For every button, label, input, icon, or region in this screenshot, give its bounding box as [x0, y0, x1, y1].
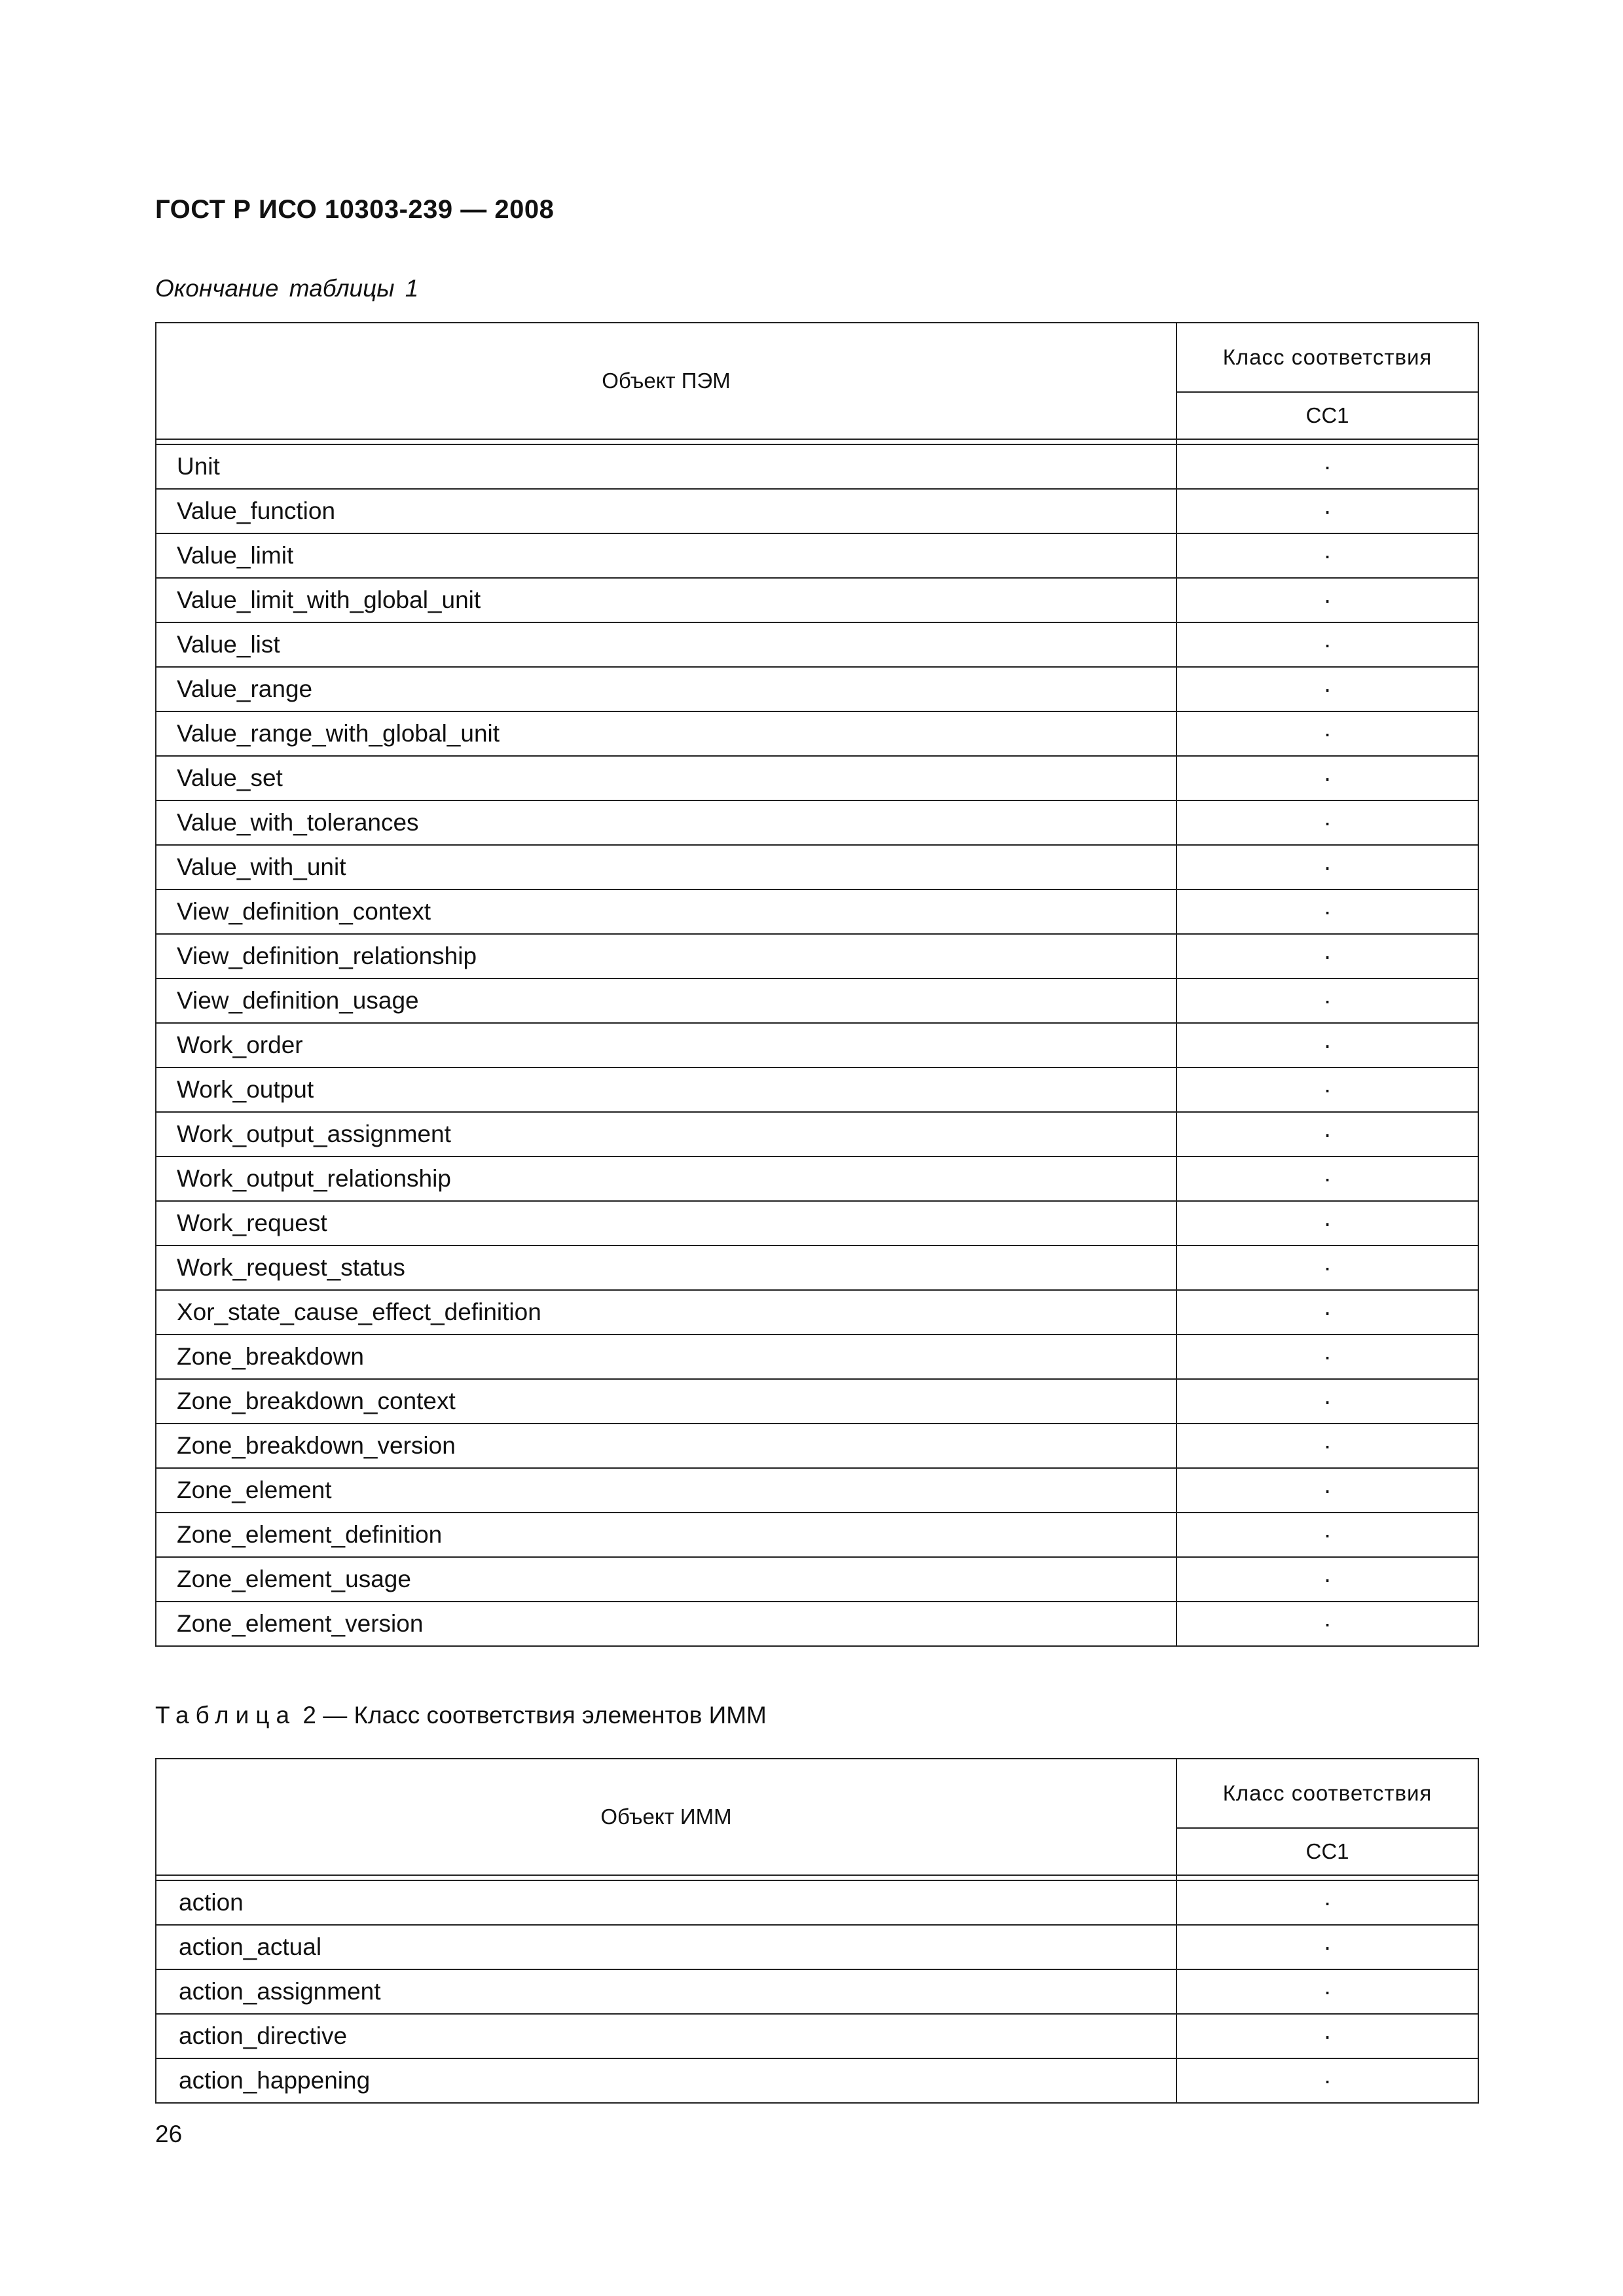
object-name-cell: Work_order [156, 1023, 1176, 1067]
conformance-mark-cell: · [1176, 1602, 1478, 1646]
conformance-mark-cell: · [1176, 2014, 1478, 2058]
table2-caption [155, 1702, 767, 1729]
conformance-mark-cell: · [1176, 978, 1478, 1023]
object-name-cell: Work_output [156, 1067, 1176, 1112]
conformance-mark-cell: · [1176, 800, 1478, 845]
conformance-mark-cell: · [1176, 622, 1478, 667]
table-row [156, 845, 1478, 889]
table1-header-class: Класс соответствия [1176, 323, 1478, 392]
conformance-mark-cell: · [1176, 756, 1478, 800]
table2-header-object: Объект ИММ [156, 1759, 1176, 1875]
table-row [156, 1157, 1478, 1201]
conformance-mark-cell: · [1176, 711, 1478, 756]
table-row [156, 1246, 1478, 1290]
table-row [156, 1424, 1478, 1468]
object-name-cell: action_directive [156, 2014, 1176, 2058]
conformance-mark-cell: · [1176, 1201, 1478, 1246]
table1-body [156, 444, 1478, 1646]
conformance-mark-cell: · [1176, 444, 1478, 489]
conformance-mark-cell: · [1176, 1067, 1478, 1112]
conformance-mark-cell: · [1176, 578, 1478, 622]
table-row [156, 533, 1478, 578]
table-row [156, 711, 1478, 756]
table-row [156, 2014, 1478, 2058]
object-name-cell: Value_range_with_global_unit [156, 711, 1176, 756]
table1-conformance [155, 322, 1479, 1647]
table-row [156, 2058, 1478, 2103]
table-row [156, 978, 1478, 1023]
table1-header-cc1: CC1 [1176, 392, 1478, 439]
conformance-mark-cell: · [1176, 489, 1478, 533]
object-name-cell: Zone_breakdown_context [156, 1379, 1176, 1424]
object-name-cell: Unit [156, 444, 1176, 489]
conformance-mark-cell: · [1176, 2058, 1478, 2103]
table-row [156, 1513, 1478, 1557]
table-row [156, 1067, 1478, 1112]
conformance-mark-cell: · [1176, 1880, 1478, 1925]
table-row [156, 1023, 1478, 1067]
table2-header-separator [156, 1875, 1478, 1880]
object-name-cell: Work_request [156, 1201, 1176, 1246]
object-name-cell: Xor_state_cause_effect_definition [156, 1290, 1176, 1335]
conformance-mark-cell: · [1176, 1246, 1478, 1290]
object-name-cell: Value_function [156, 489, 1176, 533]
conformance-mark-cell: · [1176, 667, 1478, 711]
object-name-cell: action [156, 1880, 1176, 1925]
table2-header-cc1: CC1 [1176, 1828, 1478, 1875]
conformance-mark-cell: · [1176, 1424, 1478, 1468]
table2-caption-label: Таблица [155, 1702, 297, 1729]
conformance-mark-cell: · [1176, 1468, 1478, 1513]
table1-header-object: Объект ПЭМ [156, 323, 1176, 439]
conformance-mark-cell: · [1176, 1023, 1478, 1067]
table2-caption-text: 2 — Класс соответствия элементов ИММ [302, 1702, 767, 1729]
table-row [156, 889, 1478, 934]
conformance-mark-cell: · [1176, 845, 1478, 889]
table1-continuation-caption: Окончание таблицы 1 [155, 275, 419, 302]
object-name-cell: Zone_breakdown [156, 1335, 1176, 1379]
table-row [156, 1201, 1478, 1246]
object-name-cell: Value_limit [156, 533, 1176, 578]
table-row [156, 578, 1478, 622]
table2-conformance [155, 1758, 1479, 2104]
object-name-cell: Work_request_status [156, 1246, 1176, 1290]
table-row [156, 1468, 1478, 1513]
document-header: ГОСТ Р ИСО 10303-239 — 2008 [155, 195, 555, 224]
table-row [156, 1557, 1478, 1602]
table-row [156, 1290, 1478, 1335]
conformance-mark-cell: · [1176, 533, 1478, 578]
object-name-cell: action_assignment [156, 1969, 1176, 2014]
conformance-mark-cell: · [1176, 1157, 1478, 1201]
object-name-cell: Zone_element [156, 1468, 1176, 1513]
object-name-cell: action_actual [156, 1925, 1176, 1969]
table-row [156, 667, 1478, 711]
object-name-cell: Zone_element_usage [156, 1557, 1176, 1602]
object-name-cell: Value_with_tolerances [156, 800, 1176, 845]
object-name-cell: Value_list [156, 622, 1176, 667]
conformance-mark-cell: · [1176, 1379, 1478, 1424]
object-name-cell: Value_with_unit [156, 845, 1176, 889]
object-name-cell: Zone_element_definition [156, 1513, 1176, 1557]
object-name-cell: Zone_element_version [156, 1602, 1176, 1646]
conformance-mark-cell: · [1176, 1112, 1478, 1157]
table-row [156, 622, 1478, 667]
conformance-mark-cell: · [1176, 889, 1478, 934]
object-name-cell: View_definition_context [156, 889, 1176, 934]
table-row [156, 1602, 1478, 1646]
object-name-cell: Work_output_relationship [156, 1157, 1176, 1201]
table-row [156, 1379, 1478, 1424]
table-row [156, 444, 1478, 489]
table1-header-separator [156, 439, 1478, 444]
object-name-cell: View_definition_usage [156, 978, 1176, 1023]
conformance-mark-cell: · [1176, 1557, 1478, 1602]
object-name-cell: Value_set [156, 756, 1176, 800]
object-name-cell: Work_output_assignment [156, 1112, 1176, 1157]
object-name-cell: Zone_breakdown_version [156, 1424, 1176, 1468]
table2-body [156, 1880, 1478, 2103]
object-name-cell: Value_range [156, 667, 1176, 711]
page-number: 26 [155, 2121, 183, 2147]
table-row [156, 934, 1478, 978]
object-name-cell: Value_limit_with_global_unit [156, 578, 1176, 622]
table-row [156, 1925, 1478, 1969]
table-row [156, 800, 1478, 845]
conformance-mark-cell: · [1176, 1925, 1478, 1969]
conformance-mark-cell: · [1176, 1513, 1478, 1557]
object-name-cell: View_definition_relationship [156, 934, 1176, 978]
conformance-mark-cell: · [1176, 1335, 1478, 1379]
conformance-mark-cell: · [1176, 1290, 1478, 1335]
conformance-mark-cell: · [1176, 934, 1478, 978]
table-row [156, 1335, 1478, 1379]
table2-header-class: Класс соответствия [1176, 1759, 1478, 1828]
object-name-cell: action_happening [156, 2058, 1176, 2103]
table-row [156, 489, 1478, 533]
table-row [156, 1969, 1478, 2014]
conformance-mark-cell: · [1176, 1969, 1478, 2014]
table-row [156, 1112, 1478, 1157]
table-row [156, 756, 1478, 800]
table-row [156, 1880, 1478, 1925]
